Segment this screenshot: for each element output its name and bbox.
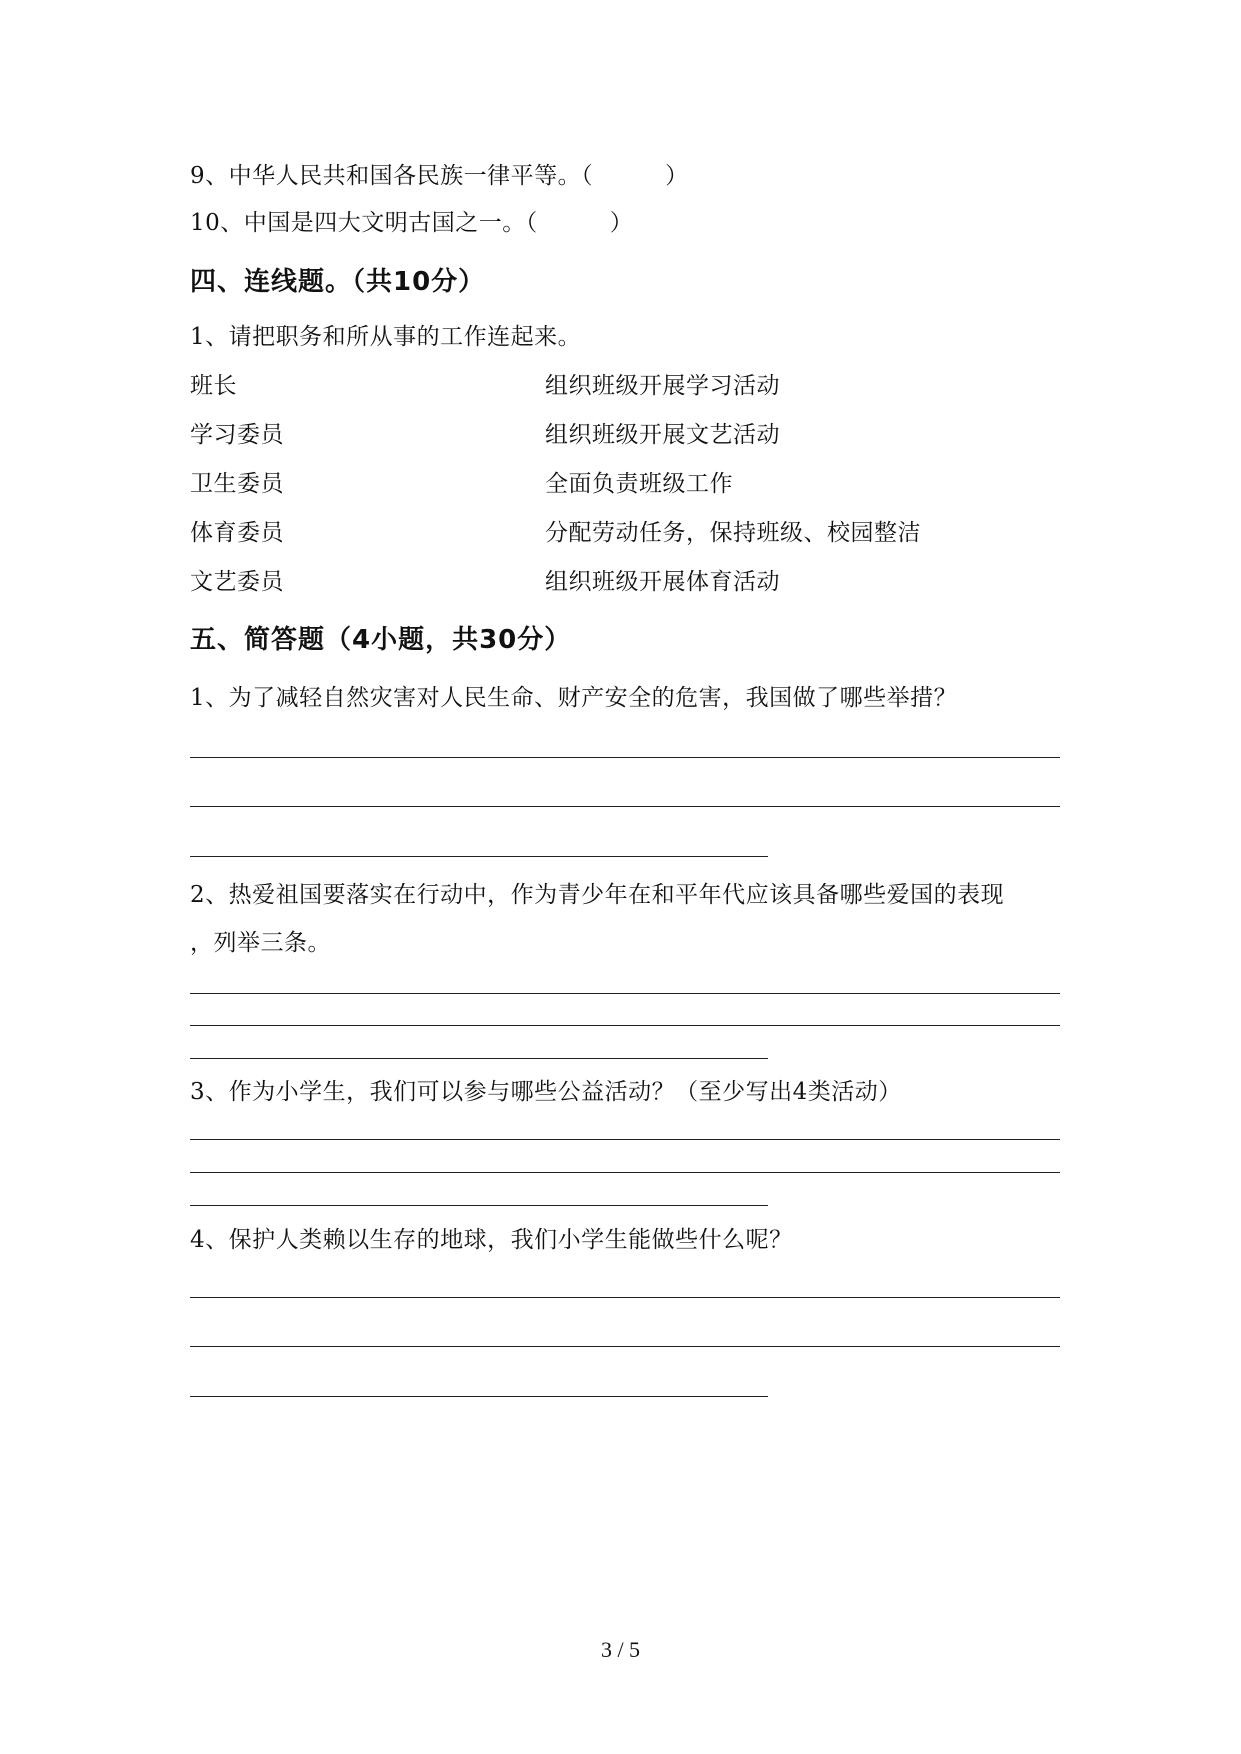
answer-line[interactable] (190, 1025, 1060, 1026)
section-4-title: 四、连线题。（共10分） (190, 267, 486, 297)
answer-line[interactable] (190, 1297, 1060, 1298)
match-left-item: 班长 (190, 373, 237, 399)
match-left-item: 体育委员 (190, 520, 284, 546)
answer-paren-close: ） (609, 210, 634, 236)
section-4-question: 1、请把职务和所从事的工作连起来。 (190, 324, 582, 350)
answer-paren-close: ） (665, 163, 689, 189)
answer-line[interactable] (190, 1058, 768, 1059)
question-2-line-2: ，列举三条。 (190, 930, 331, 956)
answer-line[interactable] (190, 806, 1060, 807)
match-right-item: 组织班级开展学习活动 (545, 373, 780, 399)
answer-line[interactable] (190, 856, 768, 857)
answer-line[interactable] (190, 1172, 1060, 1173)
match-left-item: 文艺委员 (190, 569, 284, 595)
match-left-item: 学习委员 (190, 422, 284, 448)
judgment-item-9 (190, 161, 689, 191)
answer-line[interactable] (190, 1205, 768, 1206)
answer-line[interactable] (190, 757, 1060, 758)
match-left-item: 卫生委员 (190, 471, 284, 497)
judgment-item-10 (190, 208, 633, 238)
answer-paren-open: （ (525, 210, 538, 236)
section-5-title: 五、简答题（4小题，共30分） (190, 625, 572, 655)
answer-line[interactable] (190, 1139, 1060, 1140)
answer-paren-open: （ (581, 163, 594, 189)
match-right-item: 全面负责班级工作 (545, 471, 733, 497)
question-1: 1、为了减轻自然灾害对人民生命、财产安全的危害，我国做了哪些举措？ (190, 685, 958, 711)
question-3: 3、作为小学生，我们可以参与哪些公益活动？（至少写出4类活动） (190, 1079, 902, 1105)
answer-line[interactable] (190, 993, 1060, 994)
match-right-item: 组织班级开展文艺活动 (545, 422, 780, 448)
page-number: 3 / 5 (600, 1637, 641, 1662)
answer-line[interactable] (190, 1396, 768, 1397)
question-4: 4、保护人类赖以生存的地球，我们小学生能做些什么呢？ (190, 1227, 793, 1253)
match-right-item: 组织班级开展体育活动 (545, 569, 780, 595)
match-right-item: 分配劳动任务，保持班级、校园整洁 (545, 520, 921, 546)
question-2-line-1: 2、热爱祖国要落实在行动中，作为青少年在和平年代应该具备哪些爱国的表现 (190, 882, 1005, 908)
answer-line[interactable] (190, 1346, 1060, 1347)
judgment-item-text: 10、中国是四大文明古国之一。 (190, 210, 526, 236)
judgment-item-text: 9、中华人民共和国各民族一律平等。 (190, 163, 582, 189)
